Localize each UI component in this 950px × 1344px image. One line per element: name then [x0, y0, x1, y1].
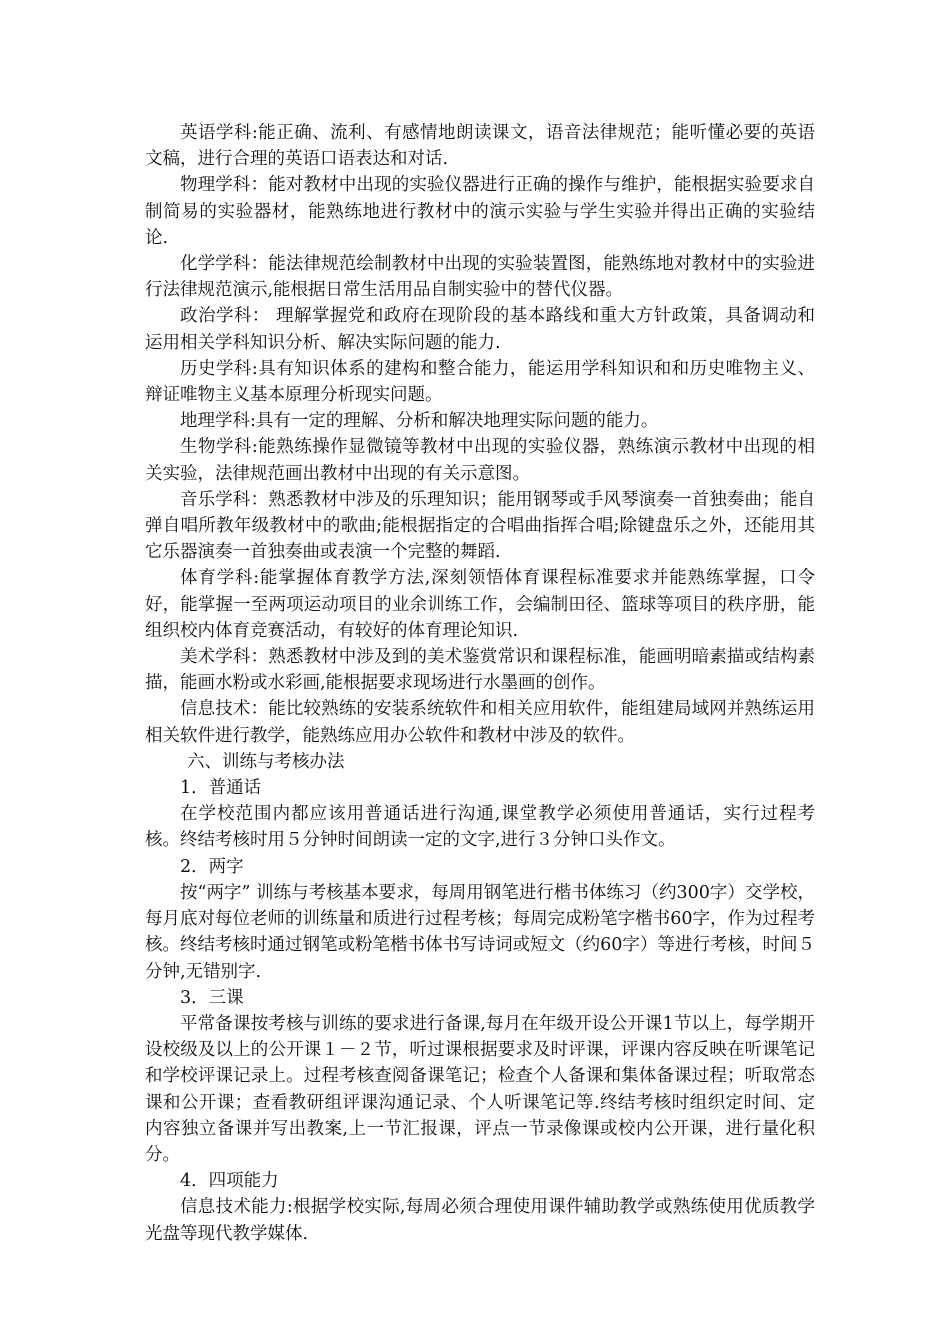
subheading-three-lessons: 3．三课 [180, 987, 244, 1008]
paragraph-mandarin: 在学校范围内都应该用普通话进行沟通,课堂教学必须使用普通话，实行过程考核。终结考核时用５分钟时间朗读一定的文字,进行３分钟口头作文。 [145, 804, 815, 851]
paragraph-biology: 生物学科:能熟练操作显微镜等教材中出现的实验仪器，熟练演示教材中出现的相关实验，法律规范画出教材中出现的有关示意图。 [145, 437, 815, 484]
paragraph-english: 英语学科:能正确、流利、有感情地朗读课文，语音法律规范；能听懂必要的英语文稿，进行合理的英语口语表达和对话. [145, 123, 815, 170]
section-heading: 六、训练与考核办法 [187, 751, 345, 772]
paragraph-geography: 地理学科:具有一定的理解、分析和解决地理实际问题的能力。 [180, 411, 659, 432]
paragraph-two-scripts: 按“两字” 训练与考核基本要求，每周用钢笔进行楷书体练习（约300字）交学校，每月底对每位老师的训练量和质进行过程考核；每周完成粉笔字楷书60字，作为过程考核。终结考核时通过钢笔或粉笔楷书体书写诗词或短文（约60字）等进行考核，时间５分钟,无错别字. [145, 882, 815, 982]
paragraph-it-ability: 信息技术能力:根据学校实际,每周必须合理使用课件辅助教学或熟练使用优质教学光盘等现代教学媒体. [145, 1197, 815, 1244]
paragraph-pe: 体育学科:能掌握体育教学方法,深刻领悟体育课程标准要求并能熟练掌握，口令好，能掌握一至两项运动项目的业余训练工作，会编制田径、篮球等项目的秩序册，能组织校内体育竞赛活动，有较好的体育理论知识. [145, 568, 815, 641]
paragraph-music: 音乐学科：熟悉教材中涉及的乐理知识；能用钢琴或手风琴演奏一首独奏曲；能自弹自唱所教年级教材中的歌曲;能根据指定的合唱曲指挥合唱;除键盘乐之外，还能用其它乐器演奏一首独奏曲或表演一个完整的舞蹈. [145, 489, 815, 563]
paragraph-politics: 政治学科： 理解掌握党和政府在现阶段的基本路线和重大方针政策，具备调动和运用相关学科知识分析、解决实际问题的能力. [145, 306, 815, 353]
paragraph-it: 信息技术：能比较熟练的安装系统软件和相关应用软件，能组建局域网并熟练运用相关软件进行教学，能熟练应用办公软件和教材中涉及的软件。 [145, 699, 815, 746]
document-page [145, 120, 815, 1247]
subheading-two-scripts: 2．两字 [180, 856, 244, 877]
paragraph-physics: 物理学科：能对教材中出现的实验仪器进行正确的操作与维护，能根据实验要求自制简易的实验器材，能熟练地进行教材中的演示实验与学生实验并得出正确的实验结论. [145, 175, 815, 248]
paragraph-history: 历史学科:具有知识体系的建构和整合能力，能运用学科知识和和历史唯物主义、辩证唯物主义基本原理分析现实问题。 [145, 358, 815, 406]
subheading-mandarin: 1．普通话 [180, 778, 262, 799]
subheading-four-abilities: 4．四项能力 [180, 1171, 279, 1192]
paragraph-three-lessons: 平常备课按考核与训练的要求进行备课,每月在年级开设公开课1节以上，每学期开设校级及以上的公开课１－２节，听过课根据要求及时评课，评课内容反映在听课笔记和学校评课记录上。过程考核查阅备课笔记；检查个人备课和集体备课过程；听取常态课和公开课；查看教研组评课沟通记录、个人听课笔记等.终结考核时组织定时间、定内容独立备课并写出教案,上一节汇报课，评点一节录像课或校内公开课，进行量化积分。 [145, 1013, 815, 1165]
paragraph-art: 美术学科：熟悉教材中涉及到的美术鉴赏常识和课程标准，能画明暗素描或结构素描，能画水粉或水彩画,能根据要求现场进行水墨画的创作。 [145, 647, 815, 694]
paragraph-chemistry: 化学学科：能法律规范绘制教材中出现的实验装置图，能熟练地对教材中的实验进行法律规范演示,能根据日常生活用品自制实验中的替代仪器。 [145, 254, 815, 301]
